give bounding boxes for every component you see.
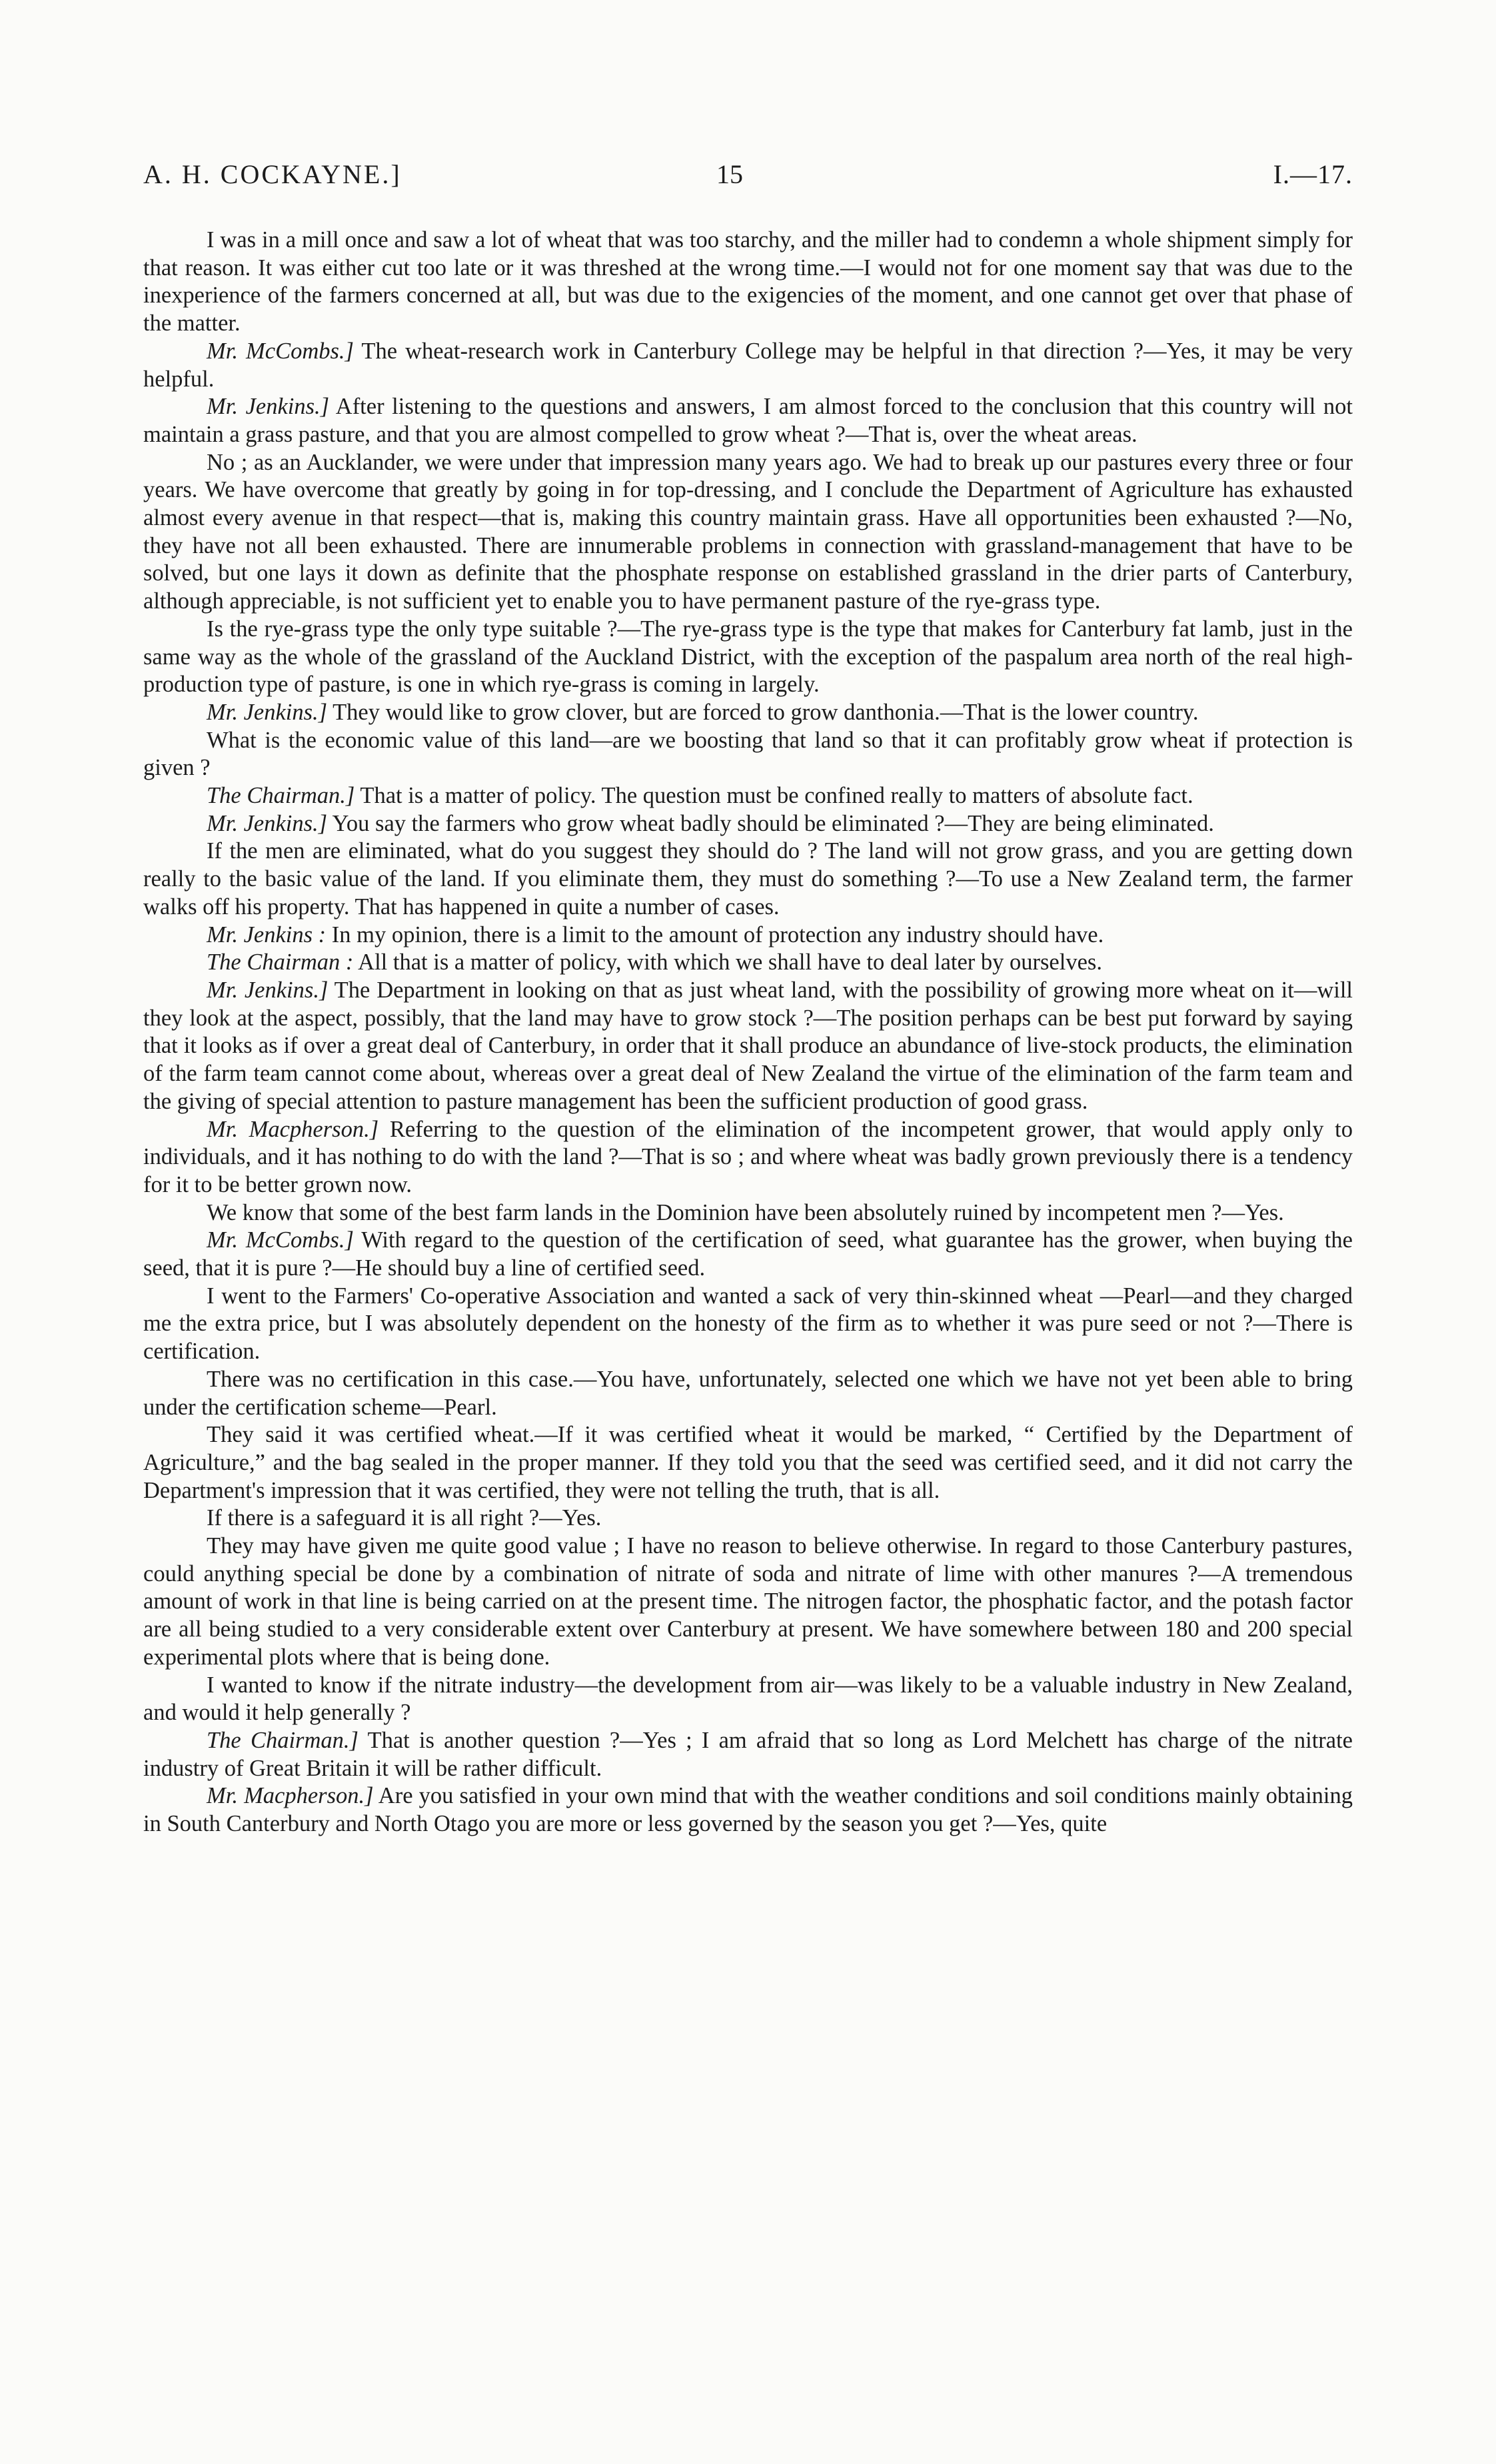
paragraph <box>143 338 1353 393</box>
paragraph <box>143 1533 1353 1672</box>
paragraph-text: The wheat-research work in Canterbury College may be helpful in that direction ?—Yes, it may be very helpful. <box>143 338 1353 392</box>
paragraph <box>143 782 1353 810</box>
paragraph-text: We know that some of the best farm lands in the Dominion have been absolutely ruined by incompetent men ?—Yes. <box>207 1199 1284 1225</box>
paragraph <box>143 393 1353 448</box>
paragraph <box>143 616 1353 699</box>
speaker-label: Mr. McCombs.] <box>207 1227 354 1253</box>
paragraph-text: I went to the Farmers' Co-operative Association and wanted a sack of very thin-skinned wheat —Pearl—and they charged me the extra price, but I was absolutely dependent on the honesty of the firm as to whether it was pure seed or not ?—There is certification. <box>143 1283 1353 1365</box>
paragraph <box>143 838 1353 921</box>
paragraph <box>143 810 1353 838</box>
paragraph <box>143 1199 1353 1227</box>
paragraph-text: All that is a matter of policy, with which we shall have to deal later by ourselves. <box>353 949 1102 975</box>
body-text <box>143 227 1353 1838</box>
paragraph <box>143 1116 1353 1199</box>
paragraph-text: Referring to the question of the elimination of the incompetent grower, that would apply only to individuals, and it has nothing to do with the land ?—That is so ; and where wheat was badly grown previously there is a tendency for it to be better grown now. <box>143 1116 1353 1197</box>
paragraph <box>143 1283 1353 1366</box>
paragraph <box>143 227 1353 338</box>
paragraph <box>143 949 1353 977</box>
paragraph-text: In my opinion, there is a limit to the amount of protection any industry should have. <box>326 922 1104 947</box>
speaker-label: Mr. Jenkins.] <box>207 394 330 420</box>
paragraph-text: After listening to the questions and answers, I am almost forced to the conclusion that this country will not maintain a grass pasture, and that you are almost compelled to grow wheat ?—That is, over the wheat areas. <box>143 394 1353 447</box>
paragraph <box>143 449 1353 616</box>
paragraph-text: With regard to the question of the certification of seed, what guarantee has the grower, when buying the seed, that it is pure ?—He should buy a line of certified seed. <box>143 1227 1353 1281</box>
speaker-label: Mr. Jenkins.] <box>207 977 329 1003</box>
paragraph-text: That is another question ?—Yes ; I am afraid that so long as Lord Melchett has charge of the nitrate industry of Great Britain it will be rather difficult. <box>143 1727 1353 1781</box>
paragraph <box>143 1727 1353 1782</box>
paragraph <box>143 922 1353 949</box>
paragraph <box>143 699 1353 727</box>
paragraph-text: They may have given me quite good value ; I have no reason to believe otherwise. In regard to those Canterbury pastures, could anything special be done by a combination of nitrate of soda and nitrate of lime with other manures ?—A tremendous amount of work in that line is being carried on at the present time. The nitrogen factor, the phosphatic factor, and the potash factor are all being studied to a very considerable extent over Canterbury at present. We have somewhere between 180 and 200 special experimental plots where that is being done. <box>143 1533 1353 1670</box>
speaker-label: Mr. Jenkins.] <box>207 810 328 836</box>
speaker-label: Mr. Jenkins : <box>207 922 327 947</box>
document-reference: I.—17. <box>1273 159 1353 189</box>
paragraph-text: They would like to grow clover, but are forced to grow danthonia.—That is the lower country. <box>327 699 1199 725</box>
speaker-label: Mr. Jenkins.] <box>207 699 328 725</box>
speaker-label: The Chairman : <box>207 949 354 975</box>
paragraph-text: You say the farmers who grow wheat badly should be eliminated ?—They are being eliminated. <box>327 810 1214 836</box>
speaker-label: The Chairman.] <box>207 783 355 809</box>
header-author: A. H. COCKAYNE.] <box>143 159 402 189</box>
paragraph-text: I was in a mill once and saw a lot of wheat that was too starchy, and the miller had to condemn a whole shipment simply for that reason. It was either cut too late or it was threshed at the wrong time.—I would not for one moment say that was due to the inexperience of the farmers concerned at all, but was due to the exigencies of the moment, and one cannot get over that phase of the matter. <box>143 227 1353 336</box>
speaker-label: Mr. Macpherson.] <box>207 1783 374 1809</box>
page-header <box>143 159 1353 199</box>
paragraph-text: They said it was certified wheat.—If it was certified wheat it would be marked, “ Certified by the Department of Agriculture,” and the bag sealed in the proper manner. If they told you that the seed was certified seed, and it did not carry the Department's impression that it was certified, they were not telling the truth, that is all. <box>143 1422 1353 1503</box>
paragraph-text: If the men are eliminated, what do you suggest they should do ? The land will not grow grass, and you are getting down really to the basic value of the land. If you eliminate them, they must do something ?—To use a New Zealand term, the farmer walks off his property. That has happened in quite a number of cases. <box>143 838 1353 920</box>
paragraph-text: I wanted to know if the nitrate industry—the development from air—was likely to be a valuable industry in New Zealand, and would it help generally ? <box>143 1672 1353 1726</box>
speaker-label: Mr. Macpherson.] <box>207 1116 379 1142</box>
paragraph-text: Is the rye-grass type the only type suitable ?—The rye-grass type is the type that makes for Canterbury fat lamb, just in the same way as the whole of the grassland of the Auckland District, with the exception of the paspalum area north of the real high-production type of pasture, is one in which rye-grass is coming in largely. <box>143 616 1353 698</box>
paragraph-text: No ; as an Aucklander, we were under that impression many years ago. We had to break up our pastures every three or four years. We have overcome that greatly by going in for top-dressing, and I conclude the Department of Agriculture has exhausted almost every avenue in that respect—that is, making this country maintain grass. Have all opportunities been exhausted ?—No, they have not all been exhausted. There are innumerable problems in connection with grassland-management that have to be solved, but one lays it down as definite that the phosphate response on established grassland in the drier parts of Canterbury, although appreciable, is not sufficient yet to enable you to have permanent pasture of the rye-grass type. <box>143 449 1353 614</box>
speaker-label: Mr. McCombs.] <box>207 338 354 364</box>
paragraph <box>143 1366 1353 1421</box>
paragraph <box>143 1672 1353 1727</box>
paragraph-text: There was no certification in this case.—You have, unfortunately, selected one which we have not yet been able to bring under the certification scheme—Pearl. <box>143 1366 1353 1420</box>
paragraph <box>143 1505 1353 1533</box>
page-number: 15 <box>716 159 743 189</box>
paragraph-text: If there is a safeguard it is all right ?—Yes. <box>207 1505 602 1531</box>
paragraph-text: What is the economic value of this land—are we boosting that land so that it can profitably grow wheat if protection is given ? <box>143 727 1353 781</box>
paragraph <box>143 727 1353 782</box>
paragraph <box>143 1421 1353 1505</box>
paragraph <box>143 977 1353 1116</box>
speaker-label: The Chairman.] <box>207 1727 359 1753</box>
paragraph <box>143 1227 1353 1282</box>
paragraph-text: The Department in looking on that as just wheat land, with the possibility of growing more wheat on it—will they look at the aspect, possibly, that the land may have to grow stock ?—The position perhaps can be best put forward by saying that it looks as if over a great deal of Canterbury, in order that it shall produce an abundance of live-stock products, the elimination of the farm team cannot come about, whereas over a great deal of New Zealand the virtue of the elimination of the farm team and the giving of special attention to pasture management has been the sufficient production of good grass. <box>143 977 1353 1114</box>
paragraph <box>143 1782 1353 1838</box>
paragraph-text: That is a matter of policy. The question must be confined really to matters of absolute fact. <box>355 783 1193 809</box>
paragraph-text: Are you satisfied in your own mind that with the weather conditions and soil conditions mainly obtaining in South Canterbury and North Otago you are more or less governed by the season you get ?—Yes, quite <box>143 1783 1353 1837</box>
